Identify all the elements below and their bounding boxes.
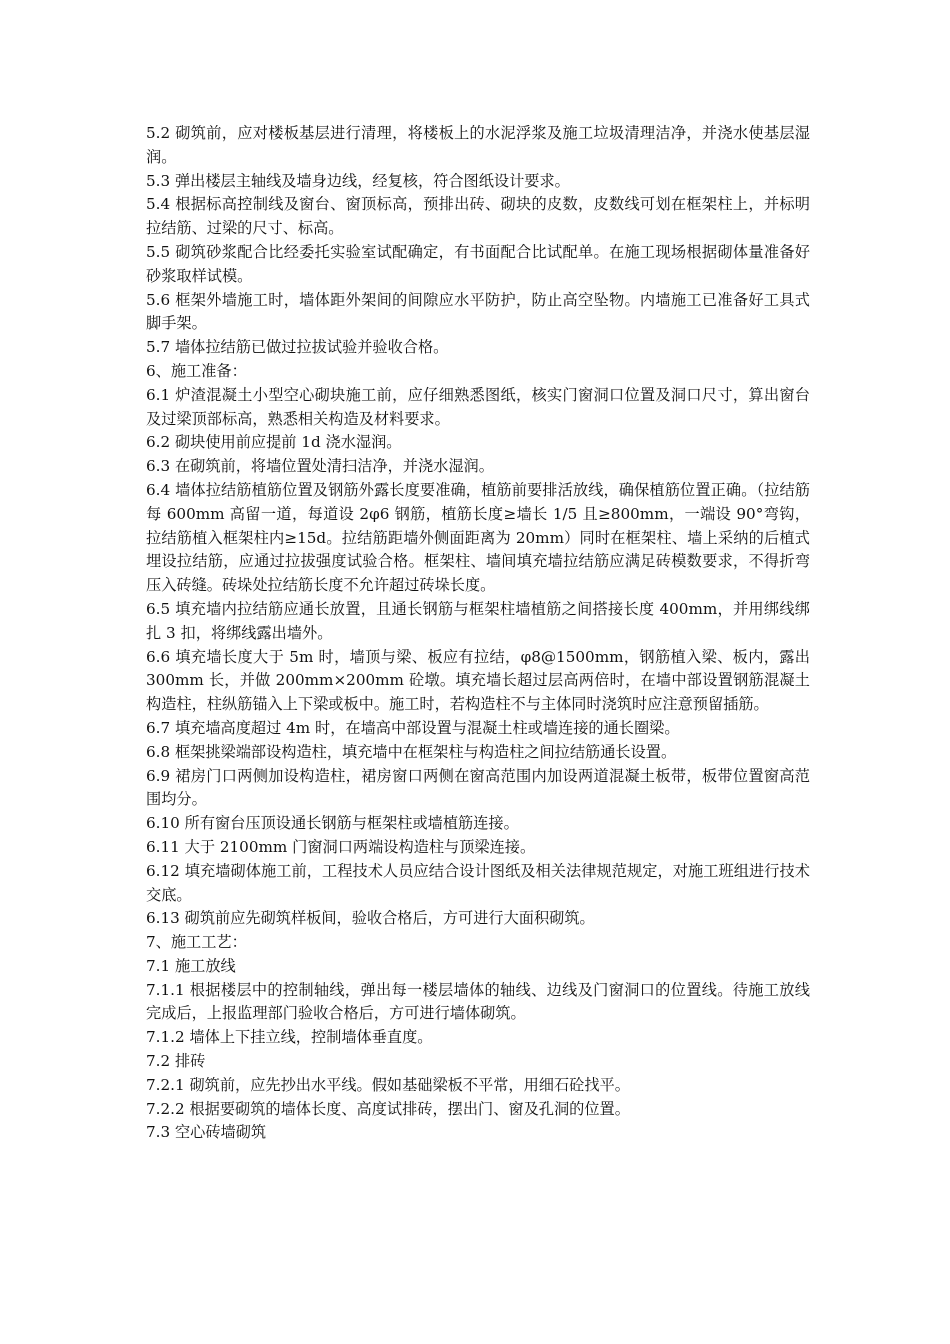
- paragraph-6-5: 6.5 填充墙内拉结筋应通长放置，且通长钢筋与框架柱墙植筋之间搭接长度 400mm，并用绑线绑扎 3 扣，将绑线露出墙外。: [146, 599, 810, 642]
- paragraph-6-8: 6.8 框架挑梁端部设构造柱，填充墙中在框架柱与构造柱之间拉结筋通长设置。: [146, 742, 677, 761]
- subsection-heading-7-3: 7.3 空心砖墙砌筑: [146, 1123, 267, 1142]
- subsection-heading-7-1: 7.1 施工放线: [146, 956, 236, 975]
- paragraph-6-1: 6.1 炉渣混凝土小型空心砌块施工前，应仔细熟悉图纸，核实门窗洞口位置及洞口尺寸，算出窗台及过梁顶部标高，熟悉相关构造及材料要求。: [146, 385, 810, 428]
- paragraph-7-2-2: 7.2.2 根据要砌筑的墙体长度、高度试排砖，摆出门、窗及孔洞的位置。: [146, 1099, 630, 1118]
- document-body: [146, 122, 810, 1145]
- paragraph-6-10: 6.10 所有窗台压顶设通长钢筋与框架柱或墙植筋连接。: [146, 814, 519, 833]
- paragraph-7-2-1: 7.2.1 砌筑前，应先抄出水平线。假如基础梁板不平常，用细石砼找平。: [146, 1075, 630, 1094]
- paragraph-6-3: 6.3 在砌筑前，将墙位置处清扫洁净，并浇水湿润。: [146, 457, 494, 476]
- subsection-heading-7-2: 7.2 排砖: [146, 1052, 206, 1071]
- paragraph-6-9: 6.9 裙房门口两侧加设构造柱，裙房窗口两侧在窗高范围内加设两道混凝土板带，板带位置窗高范围均分。: [146, 766, 810, 809]
- paragraph-7-1-1: 7.1.1 根据楼层中的控制轴线，弹出每一楼层墙体的轴线、边线及门窗洞口的位置线。待施工放线完成后，上报监理部门验收合格后，方可进行墙体砌筑。: [146, 980, 810, 1023]
- paragraph-5-4: 5.4 根据标高控制线及窗台、窗顶标高，预排出砖、砌块的皮数，皮数线可划在框架柱上，并标明拉结筋、过梁的尺寸、标高。: [146, 195, 810, 238]
- paragraph-6-11: 6.11 大于 2100mm 门窗洞口两端设构造柱与顶梁连接。: [146, 837, 536, 856]
- paragraph-6-13: 6.13 砌筑前应先砌筑样板间，验收合格后，方可进行大面积砌筑。: [146, 909, 595, 928]
- paragraph-5-2: 5.2 砌筑前，应对楼板基层进行清理，将楼板上的水泥浮浆及施工垃圾清理洁净，并浇水使基层湿润。: [146, 124, 810, 166]
- paragraph-6-2: 6.2 砌块使用前应提前 1d 浇水湿润。: [146, 433, 402, 452]
- paragraph-5-7: 5.7 墙体拉结筋已做过拉拔试验并验收合格。: [146, 338, 449, 357]
- paragraph-5-3: 5.3 弹出楼层主轴线及墙身边线，经复核，符合图纸设计要求。: [146, 171, 570, 190]
- section-heading-6: 6、施工准备：: [146, 361, 247, 380]
- paragraph-5-6: 5.6 框架外墙施工时，墙体距外架间的间隙应水平防护，防止高空坠物。内墙施工已准备好工具式脚手架。: [146, 290, 810, 333]
- paragraph-6-12: 6.12 填充墙砌体施工前，工程技术人员应结合设计图纸及相关法律规范规定，对施工班组进行技术交底。: [146, 861, 810, 904]
- paragraph-6-6: 6.6 填充墙长度大于 5m 时，墙顶与梁、板应有拉结，φ8@1500mm，钢筋植入梁、板内，露出 300mm 长，并做 200mm×200mm 砼墩。填充墙长超过层高两倍时，在墙中部设置钢筋混凝土构造柱，柱纵筋锚入上下梁或板中。施工时，若构造柱不与主体同时浇筑时应注意预留插筋。: [146, 647, 810, 714]
- paragraph-6-7: 6.7 填充墙高度超过 4m 时，在墙高中部设置与混凝土柱或墙连接的通长圈梁。: [146, 718, 680, 737]
- paragraph-5-5: 5.5 砌筑砂浆配合比经委托实验室试配确定，有书面配合比试配单。在施工现场根据砌体量准备好砂浆取样试模。: [146, 242, 810, 285]
- section-heading-7: 7、施工工艺：: [146, 933, 247, 952]
- paragraph-7-1-2: 7.1.2 墙体上下挂立线，控制墙体垂直度。: [146, 1028, 433, 1047]
- paragraph-6-4: 6.4 墙体拉结筋植筋位置及钢筋外露长度要准确，植筋前要排活放线，确保植筋位置正确。（拉结筋每 600mm 高留一道，每道设 2φ6 钢筋，植筋长度≥墙长 1/5 且≥800mm，一端设 90°弯钩，拉结筋植入框架柱内≥15d。拉结筋距墙外侧面距离为 20mm）同时在框架柱、墙上采纳的后植式埋设拉结筋，应通过拉拔强度试验合格。框架柱、墙间填充墙拉结筋应满足砖模数要求，不得折弯压入砖缝。砖垛处拉结筋长度不允许超过砖垛长度。: [146, 480, 810, 595]
